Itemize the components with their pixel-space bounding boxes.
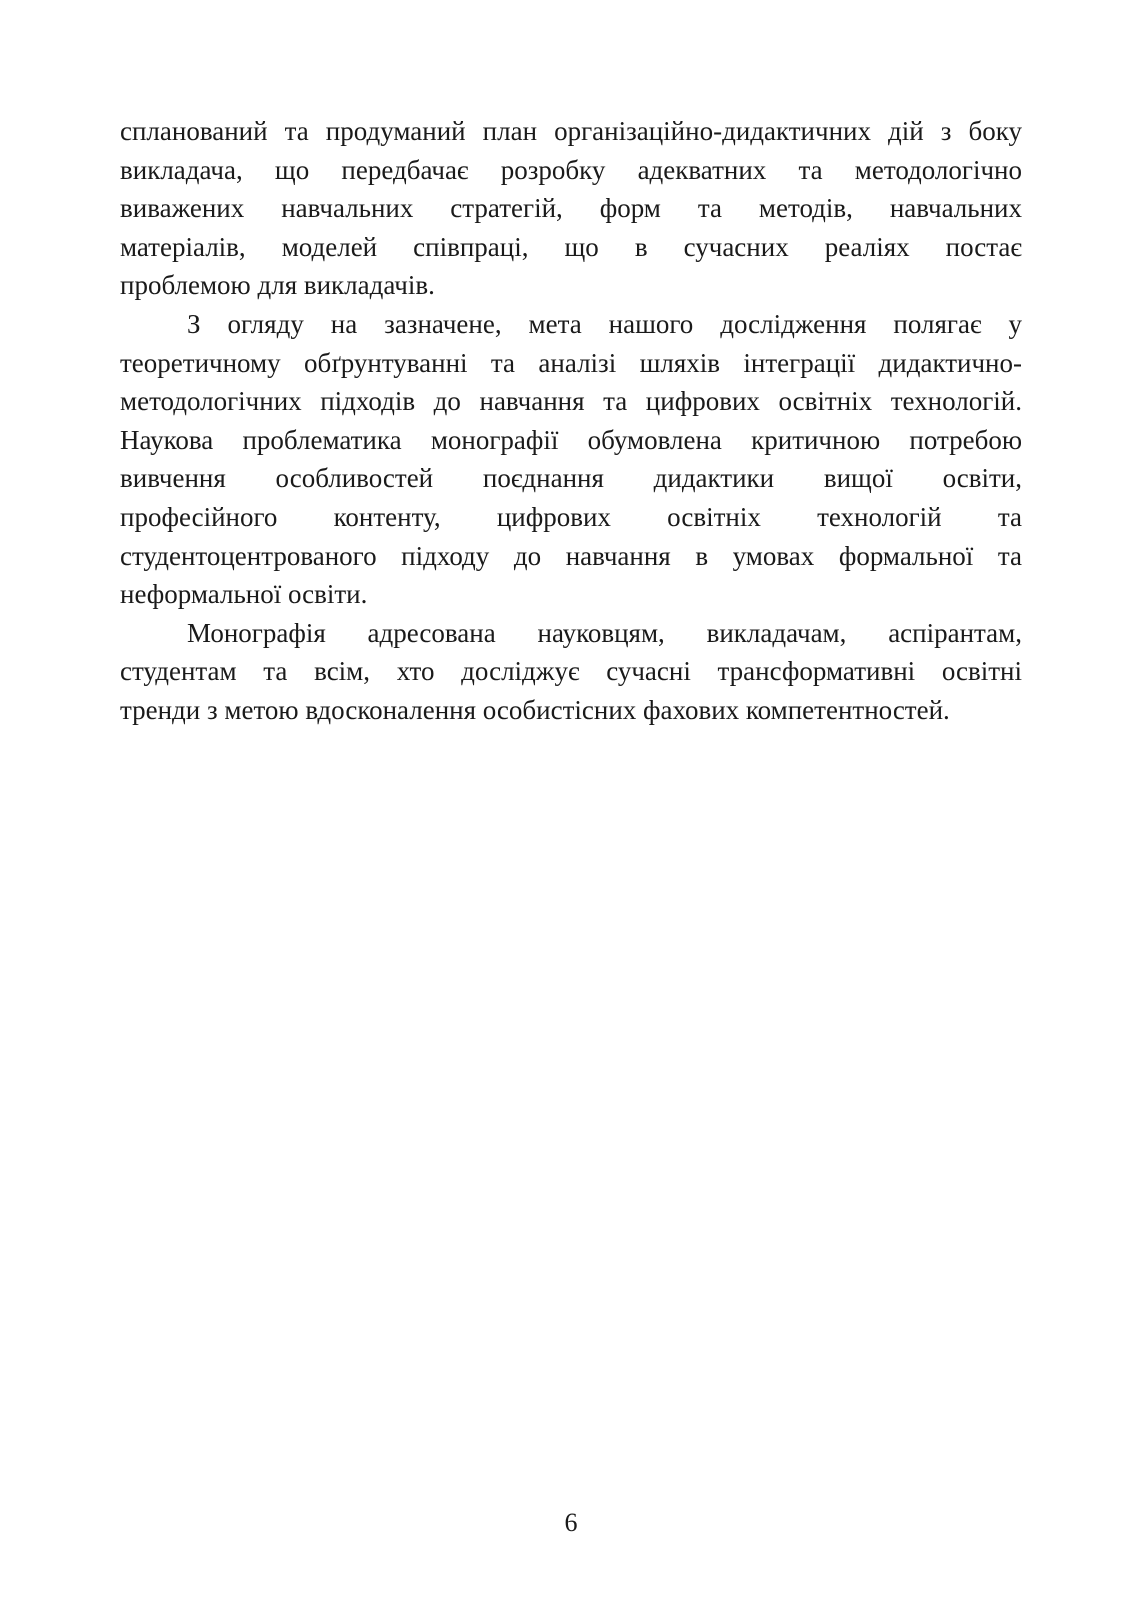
text-line: вивчення особливостей поєднання дидактики вищої освіти, <box>120 463 1022 494</box>
text-line: теоретичному обґрунтуванні та аналізі шляхів інтеграції дидактично- <box>120 347 1022 378</box>
text-line: Монографія адресована науковцям, викладачам, аспірантам, <box>187 617 1022 648</box>
text-line: викладача, що передбачає розробку адекватних та методологічно <box>120 154 1022 185</box>
text-line: матеріалів, моделей співпраці, що в сучасних реаліях постає <box>120 231 1022 262</box>
text-line: студентоцентрованого підходу до навчання в умовах формальної та <box>120 540 1022 571</box>
text-line: проблемою для викладачів. <box>120 270 435 301</box>
text-line: неформальної освіти. <box>120 579 368 610</box>
text-line: виважених навчальних стратегій, форм та методів, навчальних <box>120 193 1022 224</box>
paragraph-2 <box>120 305 1022 614</box>
page-number: 6 <box>564 1508 578 1537</box>
text-line: студентам та всім, хто досліджує сучасні трансформативні освітні <box>120 656 1022 687</box>
body-text <box>120 112 1022 730</box>
text-line: методологічних підходів до навчання та цифрових освітніх технологій. <box>120 386 1022 417</box>
text-line: З огляду на зазначене, мета нашого дослідження полягає у <box>187 308 1022 339</box>
paragraph-3 <box>120 614 1022 730</box>
text-line: професійного контенту, цифрових освітніх технологій та <box>120 501 1022 532</box>
text-line: тренди з метою вдосконалення особистісних фахових компетентностей. <box>120 694 950 725</box>
paragraph-1 <box>120 112 1022 305</box>
text-line: спланований та продуманий план організаційно-дидактичних дій з боку <box>120 116 1022 146</box>
text-line: Наукова проблематика монографії обумовлена критичною потребою <box>120 424 1022 455</box>
